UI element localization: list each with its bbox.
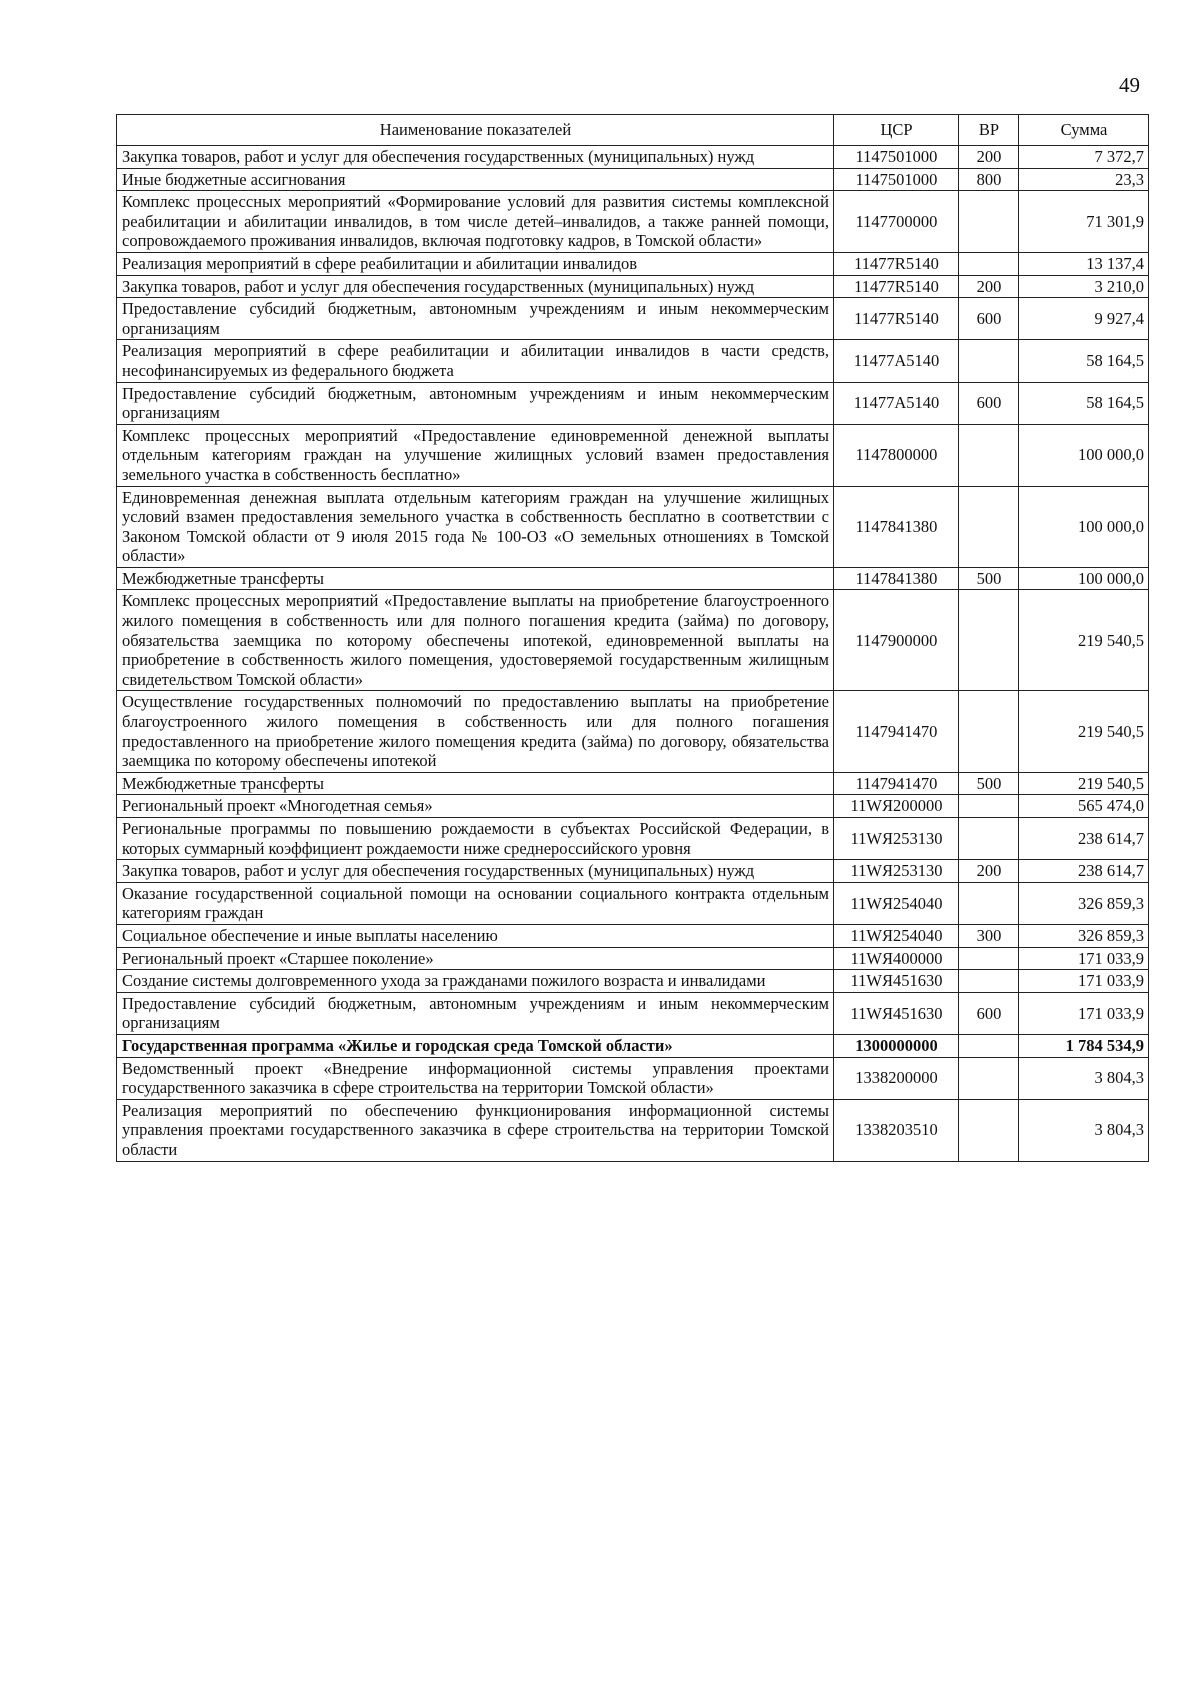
cell-vr xyxy=(959,486,1019,567)
cell-csr: 1147501000 xyxy=(834,168,959,191)
cell-sum: 7 372,7 xyxy=(1019,146,1149,169)
cell-sum: 171 033,9 xyxy=(1019,992,1149,1034)
cell-csr: 1300000000 xyxy=(834,1034,959,1057)
cell-csr: 1147841380 xyxy=(834,486,959,567)
cell-name: Предоставление субсидий бюджетным, автономным учреждениям и иным некоммерческим организациям xyxy=(117,382,834,424)
cell-csr: 11477R5140 xyxy=(834,275,959,298)
cell-vr xyxy=(959,1057,1019,1099)
table-row xyxy=(117,970,1149,993)
cell-vr: 600 xyxy=(959,382,1019,424)
cell-csr: 1147501000 xyxy=(834,146,959,169)
cell-name: Оказание государственной социальной помощи на основании социального контракта отдельным категориям граждан xyxy=(117,882,834,924)
table-header-row xyxy=(117,115,1149,146)
cell-sum: 58 164,5 xyxy=(1019,340,1149,382)
cell-vr xyxy=(959,590,1019,691)
cell-sum: 171 033,9 xyxy=(1019,947,1149,970)
table-row xyxy=(117,795,1149,818)
cell-sum: 171 033,9 xyxy=(1019,970,1149,993)
cell-vr: 200 xyxy=(959,146,1019,169)
cell-vr: 800 xyxy=(959,168,1019,191)
cell-vr: 500 xyxy=(959,772,1019,795)
header-sum: Сумма xyxy=(1019,115,1149,146)
cell-name: Межбюджетные трансферты xyxy=(117,772,834,795)
header-vr: ВР xyxy=(959,115,1019,146)
table-row xyxy=(117,992,1149,1034)
table-row xyxy=(117,924,1149,947)
cell-vr xyxy=(959,424,1019,486)
cell-vr xyxy=(959,818,1019,860)
cell-csr: 1147800000 xyxy=(834,424,959,486)
cell-name: Предоставление субсидий бюджетным, автономным учреждениям и иным некоммерческим организациям xyxy=(117,298,834,340)
table-row xyxy=(117,818,1149,860)
cell-name: Государственная программа «Жилье и городская среда Томской области» xyxy=(117,1034,834,1057)
table-row xyxy=(117,691,1149,772)
cell-name: Региональный проект «Многодетная семья» xyxy=(117,795,834,818)
cell-name: Комплекс процессных мероприятий «Формирование условий для развития системы комплексной реабилитации и абилитации инвалидов, в том числе детей–инвалидов, а также ранней помощи, сопровождаемого проживания инвалидов, включая подготовку кадров, в Томской области» xyxy=(117,191,834,253)
cell-vr xyxy=(959,1099,1019,1161)
table-row xyxy=(117,860,1149,883)
cell-vr: 500 xyxy=(959,567,1019,590)
cell-sum: 326 859,3 xyxy=(1019,924,1149,947)
cell-name: Реализация мероприятий в сфере реабилитации и абилитации инвалидов в части средств, несофинансируемых из федерального бюджета xyxy=(117,340,834,382)
cell-csr: 1147841380 xyxy=(834,567,959,590)
cell-sum: 238 614,7 xyxy=(1019,860,1149,883)
cell-sum: 58 164,5 xyxy=(1019,382,1149,424)
cell-vr xyxy=(959,882,1019,924)
cell-csr: 1147700000 xyxy=(834,191,959,253)
cell-name: Региональные программы по повышению рождаемости в субъектах Российской Федерации, в которых суммарный коэффициент рождаемости ниже среднероссийского уровня xyxy=(117,818,834,860)
cell-csr: 1147941470 xyxy=(834,772,959,795)
cell-sum: 100 000,0 xyxy=(1019,424,1149,486)
cell-vr xyxy=(959,191,1019,253)
cell-sum: 71 301,9 xyxy=(1019,191,1149,253)
cell-name: Иные бюджетные ассигнования xyxy=(117,168,834,191)
cell-name: Региональный проект «Старшее поколение» xyxy=(117,947,834,970)
cell-csr: 11477R5140 xyxy=(834,252,959,275)
cell-csr: 11WЯ400000 xyxy=(834,947,959,970)
cell-vr xyxy=(959,970,1019,993)
cell-sum: 238 614,7 xyxy=(1019,818,1149,860)
cell-name: Межбюджетные трансферты xyxy=(117,567,834,590)
cell-sum: 3 804,3 xyxy=(1019,1099,1149,1161)
cell-csr: 11WЯ200000 xyxy=(834,795,959,818)
cell-name: Предоставление субсидий бюджетным, автономным учреждениям и иным некоммерческим организациям xyxy=(117,992,834,1034)
table-row xyxy=(117,486,1149,567)
cell-name: Реализация мероприятий по обеспечению функционирования информационной системы управления проектами государственного заказчика в сфере строительства на территории Томской области xyxy=(117,1099,834,1161)
table-row xyxy=(117,191,1149,253)
header-csr: ЦСР xyxy=(834,115,959,146)
cell-csr: 11477А5140 xyxy=(834,382,959,424)
cell-csr: 1338203510 xyxy=(834,1099,959,1161)
table-row xyxy=(117,590,1149,691)
cell-name: Комплекс процессных мероприятий «Предоставление единовременной денежной выплаты отдельным категориям граждан на улучшение жилищных условий взамен предоставления земельного участка в собственность бесплатно» xyxy=(117,424,834,486)
table-row xyxy=(117,252,1149,275)
table-row xyxy=(117,772,1149,795)
header-name: Наименование показателей xyxy=(117,115,834,146)
cell-csr: 11WЯ451630 xyxy=(834,992,959,1034)
cell-vr: 600 xyxy=(959,992,1019,1034)
table-row xyxy=(117,340,1149,382)
table-row xyxy=(117,567,1149,590)
table-row xyxy=(117,947,1149,970)
cell-csr: 11WЯ253130 xyxy=(834,860,959,883)
cell-name: Осуществление государственных полномочий по предоставлению выплаты на приобретение благоустроенного жилого помещения в собственность или для полного погашения предоставленного на приобретение жилого помещения кредита (займа) по договору, обязательства заемщика по которому обеспечены ипотекой xyxy=(117,691,834,772)
cell-csr: 11WЯ254040 xyxy=(834,924,959,947)
cell-sum: 23,3 xyxy=(1019,168,1149,191)
cell-csr: 1147900000 xyxy=(834,590,959,691)
cell-name: Ведомственный проект «Внедрение информационной системы управления проектами государственного заказчика в сфере строительства на территории Томской области» xyxy=(117,1057,834,1099)
cell-vr xyxy=(959,340,1019,382)
cell-name: Закупка товаров, работ и услуг для обеспечения государственных (муниципальных) нужд xyxy=(117,860,834,883)
cell-sum: 13 137,4 xyxy=(1019,252,1149,275)
table-row xyxy=(117,146,1149,169)
cell-name: Закупка товаров, работ и услуг для обеспечения государственных (муниципальных) нужд xyxy=(117,275,834,298)
cell-vr: 300 xyxy=(959,924,1019,947)
cell-sum: 1 784 534,9 xyxy=(1019,1034,1149,1057)
cell-vr xyxy=(959,947,1019,970)
page-number: 49 xyxy=(1119,73,1140,97)
cell-csr: 1147941470 xyxy=(834,691,959,772)
cell-name: Реализация мероприятий в сфере реабилитации и абилитации инвалидов xyxy=(117,252,834,275)
cell-name: Комплекс процессных мероприятий «Предоставление выплаты на приобретение благоустроенного жилого помещения в собственность или для полного погашения кредита (займа) по договору, обязательства заемщика по которому обеспечены ипотекой, единовременной выплаты на приобретение в собственность жилого помещения, удостоверяемой государственным жилищным свидетельством Томской области» xyxy=(117,590,834,691)
cell-vr: 600 xyxy=(959,298,1019,340)
table-row xyxy=(117,382,1149,424)
cell-sum: 3 804,3 xyxy=(1019,1057,1149,1099)
cell-sum: 100 000,0 xyxy=(1019,567,1149,590)
table-row xyxy=(117,882,1149,924)
table-row xyxy=(117,1034,1149,1057)
table-row xyxy=(117,1057,1149,1099)
table-body xyxy=(117,146,1149,1162)
cell-name: Создание системы долговременного ухода за гражданами пожилого возраста и инвалидами xyxy=(117,970,834,993)
cell-csr: 1338200000 xyxy=(834,1057,959,1099)
budget-table xyxy=(116,114,1149,1162)
cell-name: Социальное обеспечение и иные выплаты населению xyxy=(117,924,834,947)
cell-csr: 11WЯ253130 xyxy=(834,818,959,860)
cell-sum: 3 210,0 xyxy=(1019,275,1149,298)
cell-name: Закупка товаров, работ и услуг для обеспечения государственных (муниципальных) нужд xyxy=(117,146,834,169)
table-row xyxy=(117,298,1149,340)
cell-vr xyxy=(959,795,1019,818)
cell-csr: 11WЯ451630 xyxy=(834,970,959,993)
table-row xyxy=(117,275,1149,298)
cell-sum: 9 927,4 xyxy=(1019,298,1149,340)
cell-csr: 11477А5140 xyxy=(834,340,959,382)
cell-sum: 219 540,5 xyxy=(1019,772,1149,795)
cell-vr xyxy=(959,252,1019,275)
cell-vr xyxy=(959,1034,1019,1057)
cell-csr: 11WЯ254040 xyxy=(834,882,959,924)
cell-name: Единовременная денежная выплата отдельным категориям граждан на улучшение жилищных условий взамен предоставления земельного участка в собственность бесплатно в соответствии с Законом Томской области от 9 июля 2015 года № 100-ОЗ «О земельных отношениях в Томской области» xyxy=(117,486,834,567)
cell-sum: 326 859,3 xyxy=(1019,882,1149,924)
cell-vr: 200 xyxy=(959,860,1019,883)
cell-sum: 219 540,5 xyxy=(1019,691,1149,772)
cell-vr: 200 xyxy=(959,275,1019,298)
table-row xyxy=(117,1099,1149,1161)
cell-sum: 219 540,5 xyxy=(1019,590,1149,691)
cell-sum: 100 000,0 xyxy=(1019,486,1149,567)
table-row xyxy=(117,168,1149,191)
cell-vr xyxy=(959,691,1019,772)
cell-sum: 565 474,0 xyxy=(1019,795,1149,818)
cell-csr: 11477R5140 xyxy=(834,298,959,340)
table-row xyxy=(117,424,1149,486)
